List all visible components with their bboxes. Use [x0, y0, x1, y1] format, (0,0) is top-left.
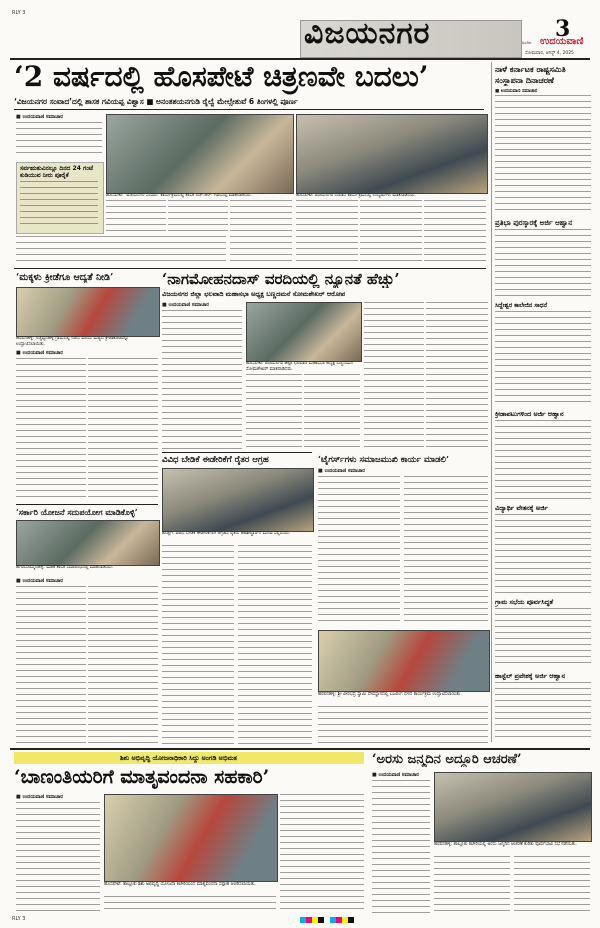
mahasabha-body-4 — [364, 302, 424, 450]
bottom-rule — [10, 748, 590, 750]
bottom-right-byline: ■ ಉದಯವಾಣಿ ಸಮಾಚಾರ — [372, 772, 419, 778]
right-notice4-body — [495, 682, 591, 742]
sarkari-headline: ‘ಸರ್ಕಾರಿ ಯೋಜನೆ ಸದುಪಯೋಗ ಮಾಡಿಕೊಳ್ಳಿ’ — [16, 507, 138, 517]
sports-body-1 — [16, 358, 86, 500]
sports-caption: ಹರಪನಹಳ್ಳಿ: ನಿಚ್ಚವ್ವನಹಳ್ಳಿ ಗ್ರಾಮದಲ್ಲಿ ನಡೆದ ವಲಯ ಮಟ್ಟದ ಕ್ರೀಡಾಕೂಟವನ್ನು ಉದ್ಘಾಟಿಸಲಾಯಿತು. — [16, 336, 129, 347]
bottom-left-body-2 — [280, 794, 364, 912]
right-invite-headline: ಪ್ರತಿಭಾ ಪುರಸ್ಕಾರಕ್ಕೆ ಅರ್ಜಿ ಆಹ್ವಾನ — [495, 218, 573, 227]
mahasabha-headline: ‘ನಾಗಮೋಹನದಾಸ್ ವರದಿಯಲ್ಲಿ ನ್ಯೂನತೆ ಹೆಚ್ಚು’ — [162, 270, 400, 288]
sarkari-caption: ಹಗರಿಬೊಮ್ಮನಹಳ್ಳಿ: ಮಾಜಿ ಶಾಸಕ ಸಮಾರಂಭದಲ್ಲಿ ಮಾತನಾಡಿದರು. — [16, 565, 114, 570]
right-help-body — [495, 311, 591, 406]
edition-code: RLY 3 — [12, 10, 26, 16]
lead-rule — [14, 109, 484, 110]
date-line: ಸೋಮವಾರ, ಆಗಸ್ಟ್ 4, 2025 — [525, 51, 574, 56]
bottom-left-photo — [104, 794, 278, 882]
mahasabha-byline: ■ ಉದಯವಾಣಿ ಸಮಾಚಾರ — [162, 302, 209, 308]
bottom-right-headline: ‘ಅರಸು ಜನ್ಮದಿನ ಅದ್ದೂರಿ ಆಚರಣೆ’ — [372, 752, 522, 767]
bottom-right-photo — [434, 772, 592, 842]
sarkari-rule — [16, 504, 158, 505]
right-help-headline: ಸಿದ್ದೇಶ್ವರ ಕಾಲೇಜಿನ ಸಾಧನೆ — [495, 302, 548, 309]
sarkari-body-1 — [16, 586, 86, 744]
right-notice2-headline: ವಿದ್ಯಾರ್ಥಿ ವೇತನಕ್ಕೆ ಅರ್ಜಿ — [495, 504, 548, 512]
lead-body-col1 — [16, 122, 102, 158]
tigers-body-2 — [404, 476, 488, 626]
mahasabha-body-3 — [304, 374, 360, 450]
page-number: 3 — [555, 16, 571, 42]
farmers-body-1 — [162, 545, 234, 745]
right-invite-body — [495, 229, 591, 299]
bottom-left-body-3 — [104, 896, 276, 912]
right-top-body — [495, 95, 591, 215]
right-notice1-body — [495, 420, 591, 500]
tigers-photo — [318, 630, 490, 692]
farmers-body-2 — [238, 545, 312, 745]
mahasabha-subhead: ವಿಜಯನಗರ ಜಿಲ್ಲಾ ಛಲವಾದಿ ಮಹಾಸಭಾ ಅಧ್ಯಕ್ಷ ಬಣ್ಣದಮನೆ ಸೋಮಶೇಖರ್ ಆರೋಪ — [162, 290, 346, 298]
lead-body-col2 — [106, 200, 166, 234]
mahasabha-body-5 — [426, 302, 488, 450]
lead-bottom-rule — [14, 268, 486, 269]
lead-photo-caption: ಹೊಸಪೇಟೆ: ‘ವಿಜಯನಗರ ಸಂವಾದ’ ಕಾರ್ಯಕ್ರಮದಲ್ಲಿ ಶಾಸಕ ಎಚ್.ಆರ್. ಗವಿಯಪ್ಪ ಮಾತನಾಡಿದರು. — [106, 193, 253, 198]
lead-photo — [106, 114, 294, 194]
sarkari-byline: ■ ಉದಯವಾಣಿ ಸಮಾಚಾರ — [16, 578, 63, 584]
lead-body-col5 — [296, 200, 358, 264]
lead-body-col6 — [360, 200, 422, 264]
lead-byline: ■ ಉದಯವಾಣಿ ಸಮಾಚಾರ — [16, 114, 63, 120]
bottom-left-caption: ಹೊಸಪೇಟೆ: ತಾಲ್ಲೂಕು ಶಿಶು ಅಭಿವೃದ್ಧಿ ಯೋಜನಾ ಕಚೇರಿಯಿಂದ ಮಾತೃವಂದನಾ ಸಪ್ತಾಹ ಆಚರಿಸಲಾಯಿತು. — [104, 882, 257, 887]
tigers-byline: ■ ಉದಯವಾಣಿ ಸಮಾಚಾರ — [318, 468, 365, 474]
right-notice3-headline: ಗ್ರಾಮ ಸಭೆಯ ಪೂರ್ವಸಿದ್ಧತೆ — [495, 598, 554, 606]
right-byline: ■ ಉದಯವಾಣಿ ಸಮಾಚಾರ — [495, 89, 538, 94]
farmers-caption: ಕೂಡ್ಲಿಗಿ: ವಿವಿಧ ಬೇಡಿಕೆ ಈಡೇರಿಕೆಗಾಗಿ ಆಗ್ರಹಿಸಿ ರೈತರು ತಹಶೀಲ್ದಾರ್‌ಗೆ ಮನವಿ ಸಲ್ಲಿಸಿದರು. — [162, 531, 291, 536]
bottom-right-caption: ಹರಪನಹಳ್ಳಿ: ತಾಲ್ಲೂಕು ಕಚೇರಿಯಲ್ಲಿ ಅರಸು ಜನ್ಮದಿನ ಆಚರಣೆ ಕುರಿತು ಪೂರ್ವಭಾವಿ ಸಭೆ ನಡೆಯಿತು. — [434, 842, 578, 847]
bottom-left-headline: ‘ಬಾಣಂತಿಯರಿಗೆ ಮಾತೃವಂದನಾ ಸಹಕಾರಿ’ — [14, 766, 270, 788]
bottom-left-body-1 — [16, 802, 100, 912]
right-notice4-headline: ಹಾಸ್ಟೆಲ್ ಪ್ರವೇಶಕ್ಕೆ ಅರ್ಜಿ ಆಹ್ವಾನ — [495, 672, 566, 680]
footer-edition-code: RLY 3 — [12, 916, 26, 922]
tigers-headline: ‘ಟೈಗರ್ಸ್‌ಗಳು ಸಮಾಜಮುಖಿ ಕಾರ್ಯ ಮಾಡಲಿ’ — [318, 455, 449, 465]
bottom-left-byline: ■ ಉದಯವಾಣಿ ಸಮಾಚಾರ — [16, 794, 63, 800]
sports-byline: ■ ಉದಯವಾಣಿ ಸಮಾಚಾರ — [16, 350, 63, 356]
lead-highlight-text: ಸರ್ವಋತುವಿನಲ್ಲೂ ದಿನದ 24 ಗಂಟೆ ಕುಡಿಯುವ ನೀರು ಪೂರೈಕೆ — [20, 165, 94, 179]
right-notice3-body — [495, 608, 591, 668]
tigers-caption: ಹರಪನಹಳ್ಳಿ: ಶ್ರೀ ವೀರಭದ್ರ ಸ್ವಾಮಿ ದೇವಸ್ಥಾನದಲ್ಲಿ ಬಜರಂಗ ದಳದ ಕಾರ್ಯಕ್ರಮ ಉದ್ಘಾಟಿಸಲಾಯಿತು. — [318, 692, 462, 697]
sarkari-photo — [16, 520, 160, 566]
mahasabha-body-1 — [162, 310, 242, 450]
mahasabha-caption: ಹೊಸಪೇಟೆ: ವಿಜಯನಗರ ಜಿಲ್ಲಾ ಛಲವಾದಿ ಮಹಾಸಭಾ ಅಧ್ಯಕ್ಷ ಬಣ್ಣದಮನೆ ಸೋಮಶೇಖರ್ ಮಾತನಾಡಿದರು. — [246, 361, 354, 372]
section-title: ವಿಜಯನಗರ — [304, 16, 431, 51]
lead-photo-2 — [296, 114, 488, 194]
right-column-divider — [491, 62, 492, 742]
mahasabha-body-2 — [246, 374, 302, 450]
paper-prefix: ಹಿಂದಿನ — [522, 40, 532, 45]
lead-body-col7 — [424, 200, 486, 264]
lead-body-col4 — [230, 200, 292, 264]
bottom-right-body-1 — [372, 780, 430, 914]
bottom-right-body-3 — [514, 856, 590, 914]
farmers-photo — [162, 468, 314, 532]
right-notice2-body — [495, 514, 591, 594]
lead-headline: ‘2 ವರ್ಷದಲ್ಲಿ ಹೊಸಪೇಟೆ ಚಿತ್ರಣವೇ ಬದಲು’ — [14, 60, 429, 93]
lead-subhead: ‘ವಿಜಯನಗರ ಸಂವಾದ’ದಲ್ಲಿ ಶಾಸಕ ಗವಿಯಪ್ಪ ವಿಶ್ವಾಸ ■ ಅನಂತಶಯನಗುಡಿ ರೈಲ್ವೆ ಮೇಲ್ಸೇತುವೆ 6 ತಿಂಗಳಲ್ಲಿ ಪೂರ್ಣ — [14, 97, 298, 106]
sports-headline: ‘ಮಕ್ಕಳು ಕ್ರೀಡೆಗೂ ಆದ್ಯತೆ ನೀಡಿ’ — [16, 272, 114, 283]
farmers-headline: ವಿವಿಧ ಬೇಡಿಕೆ ಈಡೇರಿಕೆಗೆ ರೈತರ ಆಗ್ರಹ — [162, 455, 269, 465]
right-top-subhead: ಸಂಸ್ಥಾಪನಾ ದಿನಾಚರಣೆ — [495, 75, 554, 85]
tigers-body-3 — [318, 706, 488, 744]
sports-body-2 — [88, 358, 158, 500]
lead-highlight-body — [20, 181, 98, 229]
lead-body-col1b — [16, 236, 226, 264]
color-registration-marks — [300, 917, 360, 923]
lead-photo-2-caption: ಹೊಸಪೇಟೆ: ವಿಜಯನಗರ ಸಂವಾದ ಕಾರ್ಯಕ್ರಮದಲ್ಲಿ ಉದ್ಯಮಿಗಳು ಮಾತನಾಡಿದರು. — [296, 193, 416, 198]
sports-photo — [16, 287, 160, 337]
bottom-left-kicker: ಶಿಶು ಅಭಿವೃದ್ಧಿ ಯೋಜನಾಧಿಕಾರಿ ಸಿದ್ದು ಅಂಗಡಿ ಅಭಿಮತ — [120, 754, 237, 762]
farmers-rule — [162, 452, 312, 453]
mahasabha-photo — [246, 302, 362, 362]
paper-name: ಉದಯವಾಣಿ — [540, 36, 584, 47]
lead-body-col3 — [168, 200, 228, 234]
right-notice1-headline: ಕ್ರೀಡಾಪಟುಗಳಿಂದ ಅರ್ಜಿ ಆಹ್ವಾನ — [495, 410, 564, 418]
bottom-right-body-2 — [434, 856, 510, 914]
tigers-body-1 — [318, 476, 400, 626]
sarkari-body-2 — [88, 586, 158, 744]
right-top-headline: ನಾಳೆ ಕರ್ನಾಟಕ ರಾಷ್ಟ್ರಸಮಿತಿ — [495, 64, 566, 74]
